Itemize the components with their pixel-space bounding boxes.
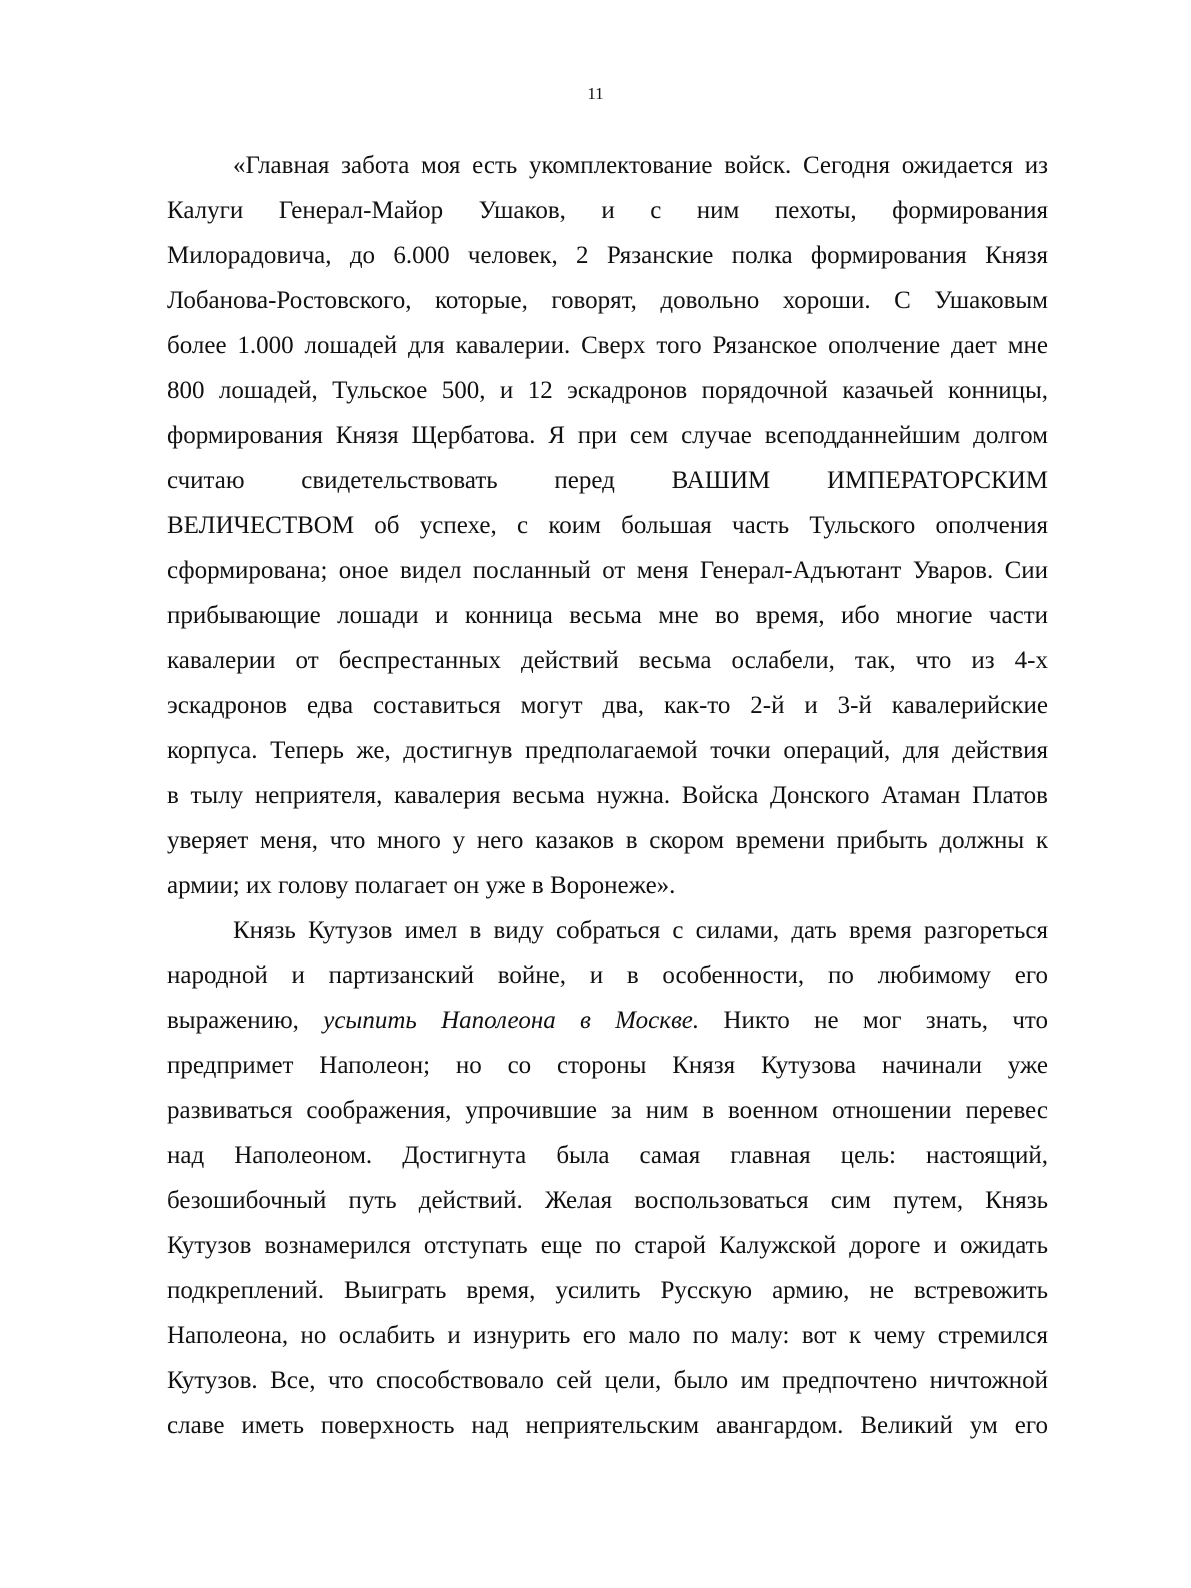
text-line: «Главная забота моя есть укомплектование войск. Сегодня ожидается из (233, 152, 1048, 179)
text-line: формирования Князя Щербатова. Я при сем случае всеподданнейшим долгом (167, 422, 1048, 449)
text-line: уверяет меня, что много у него казаков в скором времени прибыть должны к (167, 827, 1048, 854)
text-line: 800 лошадей, Тульское 500, и 12 эскадронов порядочной казачьей конницы, (167, 377, 1048, 404)
text-line: подкреплений. Выиграть время, усилить Русскую армию, не встревожить (167, 1277, 1048, 1304)
text-line: Лобанова-Ростовского, которые, говорят, довольно хороши. С Ушаковым (167, 287, 1048, 314)
text-line: славе иметь поверхность над неприятельским авангардом. Великий ум его (167, 1412, 1048, 1439)
text-line: ВЕЛИЧЕСТВОМ об успехе, с коим большая часть Тульского ополчения (167, 512, 1048, 539)
text-line: безошибочный путь действий. Желая воспользоваться сим путем, Князь (167, 1187, 1048, 1214)
text-line: над Наполеоном. Достигнута была самая главная цель: настоящий, (167, 1142, 1048, 1169)
italic-phrase: усыпить Наполеона в Москве. (323, 1007, 700, 1034)
text-line: Кутузов. Все, что способствовало сей цели, было им предпочтено ничтожной (167, 1367, 1048, 1394)
text-line: Кутузов вознамерился отступать еще по старой Калужской дороге и ожидать (167, 1232, 1048, 1259)
page-body (167, 143, 1048, 1448)
text-line: сформирована; оное видел посланный от меня Генерал-Адъютант Уваров. Сии (167, 557, 1048, 584)
text-line: эскадронов едва составиться могут два, как-то 2-й и 3-й кавалерийские (167, 692, 1048, 719)
text-line: считаю свидетельствовать перед ВАШИМ ИМПЕРАТОРСКИМ (167, 467, 1048, 494)
page-number: 11 (587, 84, 604, 103)
text-segment: Никто не мог знать, что (699, 1007, 1049, 1034)
text-line: армии; их голову полагает он уже в Воронеже». (167, 872, 676, 899)
text-segment: выражению, (167, 1007, 324, 1034)
paragraph-narrative (167, 908, 1048, 1448)
text-line: предпримет Наполеон; но со стороны Князя Кутузова начинали уже (167, 1052, 1048, 1079)
text-line: в тылу неприятеля, кавалерия весьма нужна. Войска Донского Атаман Платов (167, 782, 1048, 809)
text-line: Милорадовича, до 6.000 человек, 2 Рязанские полка формирования Князя (167, 242, 1048, 269)
text-line: кавалерии от беспрестанных действий весьма ослабели, так, что из 4-х (167, 647, 1048, 674)
text-line: более 1.000 лошадей для кавалерии. Сверх того Рязанское ополчение дает мне (167, 332, 1048, 359)
text-line: народной и партизанский войне, и в особенности, по любимому его (167, 962, 1048, 989)
text-line-with-italic (167, 998, 1048, 1043)
text-line: развиваться соображения, упрочившие за ним в военном отношении перевес (167, 1097, 1048, 1124)
text-line: Калуги Генерал-Майор Ушаков, и с ним пехоты, формирования (167, 197, 1048, 224)
text-line: прибывающие лошади и конница весьма мне во время, ибо многие части (167, 602, 1048, 629)
text-line: Князь Кутузов имел в виду собраться с силами, дать время разгореться (233, 917, 1048, 944)
text-line: Наполеона, но ослабить и изнурить его мало по малу: вот к чему стремился (167, 1322, 1048, 1349)
paragraph-quote (167, 143, 1048, 908)
text-line: корпуса. Теперь же, достигнув предполагаемой точки операций, для действия (167, 737, 1048, 764)
